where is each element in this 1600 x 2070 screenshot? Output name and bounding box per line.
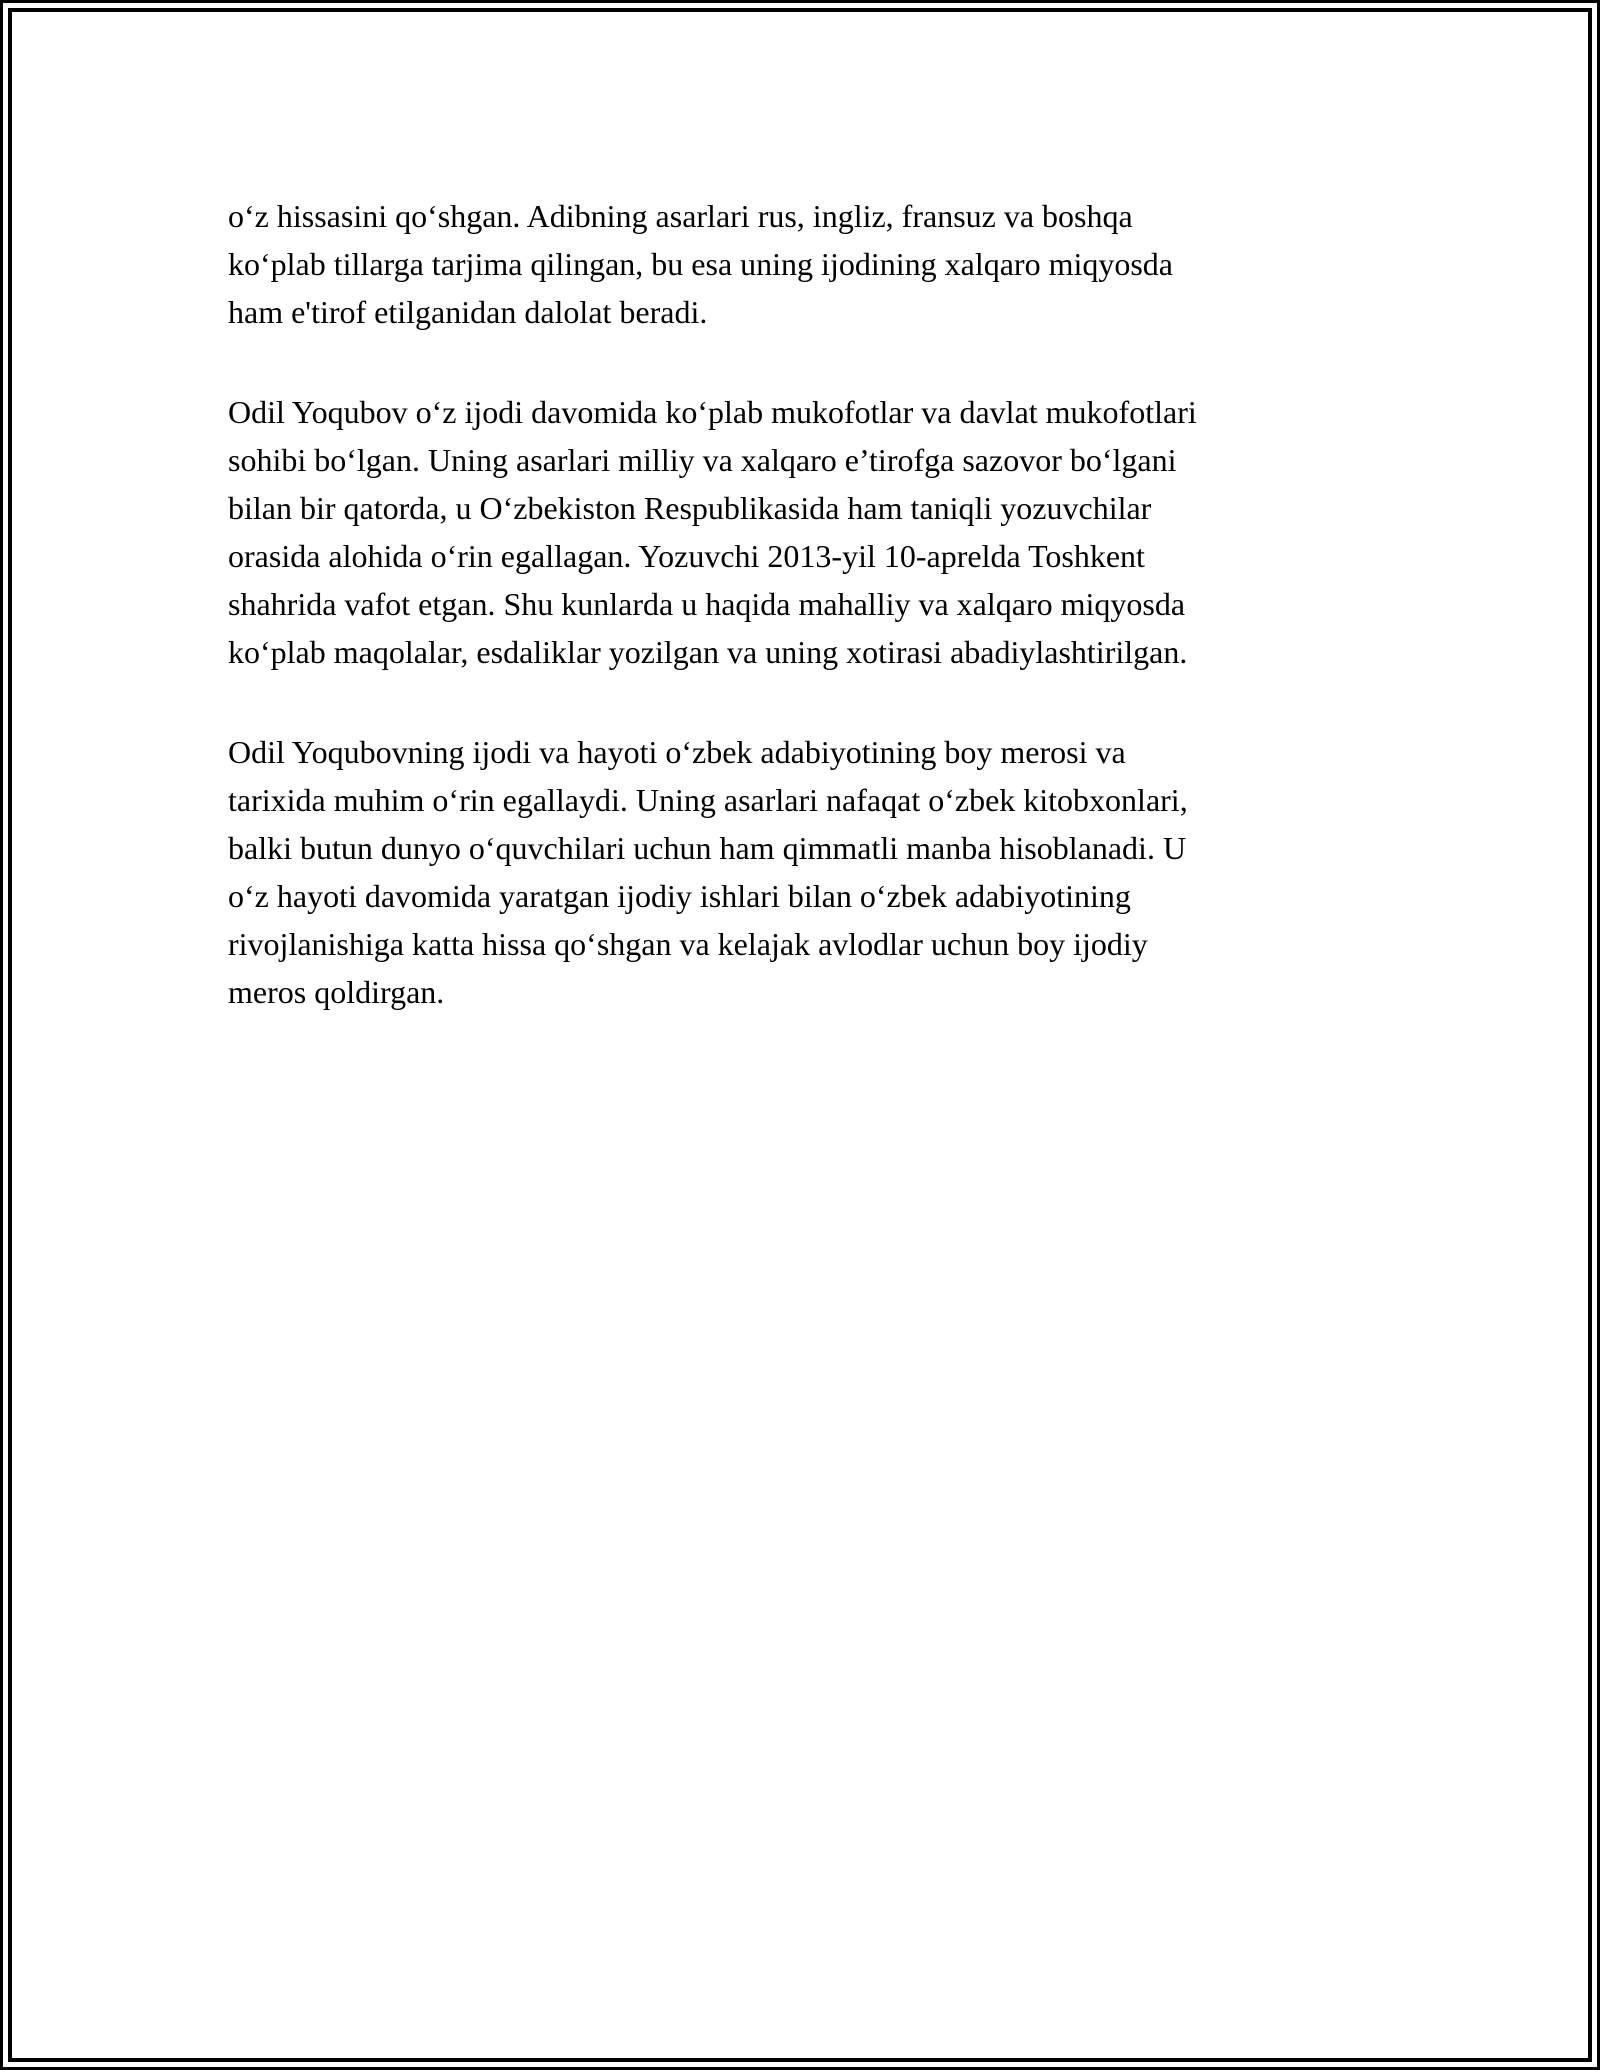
text-line: ko‘plab tillarga tarjima qilingan, bu esa uning ijodining xalqaro miqyosda: [228, 246, 1173, 282]
text-line: ham e'tirof etilganidan dalolat beradi.: [228, 294, 708, 330]
paragraph-1: [228, 192, 1558, 336]
paragraph-2: [228, 388, 1558, 676]
text-line: shahrida vafot etgan. Shu kunlarda u haqida mahalliy va xalqaro miqyosda: [228, 586, 1186, 622]
text-line: Odil Yoqubov o‘z ijodi davomida ko‘plab mukofotlar va davlat mukofotlari: [228, 394, 1197, 430]
text-line: tarixida muhim o‘rin egallaydi. Uning asarlari nafaqat o‘zbek kitobxonlari,: [228, 782, 1188, 818]
paragraph-3: [228, 728, 1558, 1016]
text-line: ko‘plab maqolalar, esdaliklar yozilgan va uning xotirasi abadiylashtirilgan.: [228, 634, 1188, 670]
text-line: balki butun dunyo o‘quvchilari uchun ham qimmatli manba hisoblanadi. U: [228, 830, 1187, 866]
text-line: o‘z hayoti davomida yaratgan ijodiy ishlari bilan o‘zbek adabiyotining: [228, 878, 1131, 914]
page-border-frame: [8, 8, 1592, 2062]
text-line: orasida alohida o‘rin egallagan. Yozuvchi 2013-yil 10-aprelda Toshkent: [228, 538, 1145, 574]
text-line: sohibi bo‘lgan. Uning asarlari milliy va xalqaro e’tirofga sazovor bo‘lgani: [228, 442, 1177, 478]
text-line: Odil Yoqubovning ijodi va hayoti o‘zbek adabiyotining boy merosi va: [228, 734, 1126, 770]
text-line: bilan bir qatorda, u O‘zbekiston Respublikasida ham taniqli yozuvchilar: [228, 490, 1152, 526]
page-text-content: [12, 12, 1588, 1016]
text-line: o‘z hissasini qo‘shgan. Adibning asarlari rus, ingliz, fransuz va boshqa: [228, 198, 1133, 234]
text-line: meros qoldirgan.: [228, 974, 445, 1010]
text-line: rivojlanishiga katta hissa qo‘shgan va kelajak avlodlar uchun boy ijodiy: [228, 926, 1148, 962]
